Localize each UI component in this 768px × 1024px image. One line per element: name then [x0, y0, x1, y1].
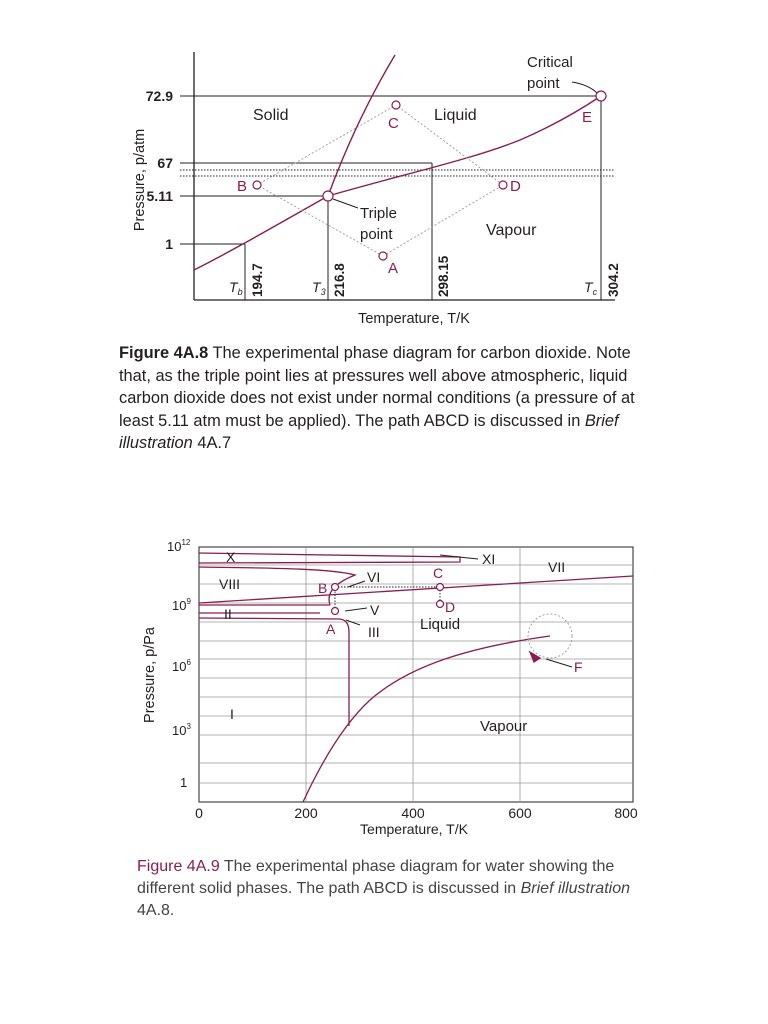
fig1-ytick-72-9: 72.9: [145, 88, 173, 104]
fig1-xval-216-8: 216.8: [332, 263, 347, 297]
fig1-t3-symbol: $T_3$: [312, 279, 326, 297]
fig2-label-a: A: [326, 621, 336, 637]
fig1-xval-298-15: 298.15: [436, 255, 451, 297]
fig2-region-vapour: Vapour: [480, 718, 528, 735]
co2-phase-diagram: [0, 0, 768, 340]
fig1-point-b: [253, 181, 261, 189]
fig1-ytick-1: 1: [165, 236, 173, 252]
fig1-label-b: B: [237, 178, 248, 195]
fig2-x-boundary: [199, 553, 460, 563]
fig2-region-x: X: [226, 549, 236, 565]
fig2-ytick-1e12: $10^{12}$: [167, 538, 191, 554]
fig1-critical-point-marker: [596, 91, 606, 101]
fig2-label-c: C: [433, 565, 444, 581]
fig2-xtick-400: 400: [401, 805, 425, 821]
fig2-region-v: V: [370, 602, 380, 618]
fig2-vii-boundary: [199, 576, 633, 603]
fig1-point-a: [379, 252, 387, 260]
fig1-xlabel: Temperature, T/K: [358, 311, 470, 327]
fig1-region-vapour: Vapour: [486, 222, 537, 239]
fig1-sublimation-curve: [194, 196, 328, 270]
fig1-caption-ref: 4A.7: [192, 434, 232, 452]
fig1-critical-label-1: Critical: [527, 54, 573, 71]
fig1-critical-arrow: [572, 82, 597, 93]
fig2-caption-label: Figure 4A.9: [137, 858, 220, 875]
fig2-caption: [137, 856, 657, 922]
fig2-region-xi: XI: [482, 551, 496, 567]
fig2-region-iii: III: [368, 624, 380, 640]
fig1-point-d: [499, 181, 507, 189]
fig2-point-a: [332, 608, 339, 615]
fig2-label-f: F: [574, 659, 583, 675]
fig1-triple-label-2: point: [360, 226, 393, 243]
fig2-region-ii: II: [224, 606, 232, 622]
fig2-label-d: D: [445, 599, 456, 615]
fig2-caption-ref: 4A.8.: [137, 902, 175, 919]
fig2-region-vii: VII: [548, 559, 566, 575]
fig1-triple-point-marker: [323, 191, 333, 201]
fig1-label-e: E: [582, 109, 593, 126]
fig1-melting-curve: [328, 55, 395, 196]
fig2-ytick-1e9: $10^9$: [172, 597, 191, 613]
fig1-triple-label-1: Triple: [360, 205, 397, 222]
fig1-ytick-67: 67: [157, 155, 173, 171]
fig1-label-d: D: [510, 178, 521, 195]
fig2-xtick-0: 0: [195, 805, 203, 821]
fig2-caption-italic: Brief illustration: [520, 880, 630, 897]
fig2-xtick-200: 200: [294, 805, 318, 821]
fig1-label-a: A: [388, 260, 399, 277]
fig1-tc-symbol: $T_c$: [584, 279, 598, 297]
fig1-xval-194-7: 194.7: [250, 263, 265, 297]
fig1-critical-label-2: point: [527, 75, 560, 92]
fig2-point-b: [332, 584, 339, 591]
fig2-h-grid: [199, 565, 633, 783]
fig1-region-liquid: Liquid: [434, 107, 477, 124]
fig2-ytick-1e6: $10^6$: [172, 658, 191, 674]
fig2-ytick-1: 1: [180, 775, 188, 790]
fig2-caption-text: The experimental phase diagram for water showing the different solid phases. The path ABCD is discussed in: [137, 858, 615, 897]
fig2-region-vi: VI: [367, 569, 381, 585]
fig2-point-c: [437, 584, 444, 591]
fig2-plot-frame: [199, 547, 633, 802]
fig2-ytick-1e3: $10^3$: [172, 722, 191, 738]
fig1-ylabel: Pressure, p/atm: [132, 128, 148, 232]
fig2-label-b: B: [318, 580, 328, 596]
water-phase-diagram: [0, 525, 768, 845]
fig1-point-c: [392, 101, 400, 109]
fig1-ytick-5-11: 5.11: [146, 188, 173, 204]
fig2-region-i: I: [230, 706, 234, 722]
fig1-caption-label: Figure 4A.8: [119, 344, 209, 362]
fig2-point-d: [437, 601, 444, 608]
fig2-xtick-800: 800: [614, 805, 638, 821]
fig1-label-c: C: [388, 115, 399, 132]
fig2-xtick-600: 600: [508, 805, 532, 821]
fig1-caption-text: The experimental phase diagram for carbon dioxide. Note that, as the triple point lies at pressures well above atmospheric, liquid carbon dioxide does not exist under normal conditions (a pressure of at least 5.11 atm must be applied). The path ABCD is discussed in: [119, 344, 635, 430]
fig1-tb-symbol: $T_b$: [229, 279, 243, 297]
fig2-region-viii: VIII: [219, 576, 241, 592]
fig2-xlabel: Temperature, T/K: [360, 821, 468, 837]
fig1-triple-arrow: [333, 199, 358, 208]
fig2-ylabel: Pressure, p/Pa: [142, 627, 158, 723]
fig2-region-liquid: Liquid: [420, 616, 461, 633]
fig1-caption-italic: Brief illustration: [119, 411, 619, 452]
fig2-v-pointer: [345, 608, 367, 611]
fig2-f-pointer: [546, 659, 572, 667]
fig2-f-arrow: [530, 652, 540, 662]
fig1-region-solid: Solid: [253, 107, 289, 124]
fig1-xval-304-2: 304.2: [606, 263, 621, 297]
fig1-caption: [119, 342, 649, 455]
